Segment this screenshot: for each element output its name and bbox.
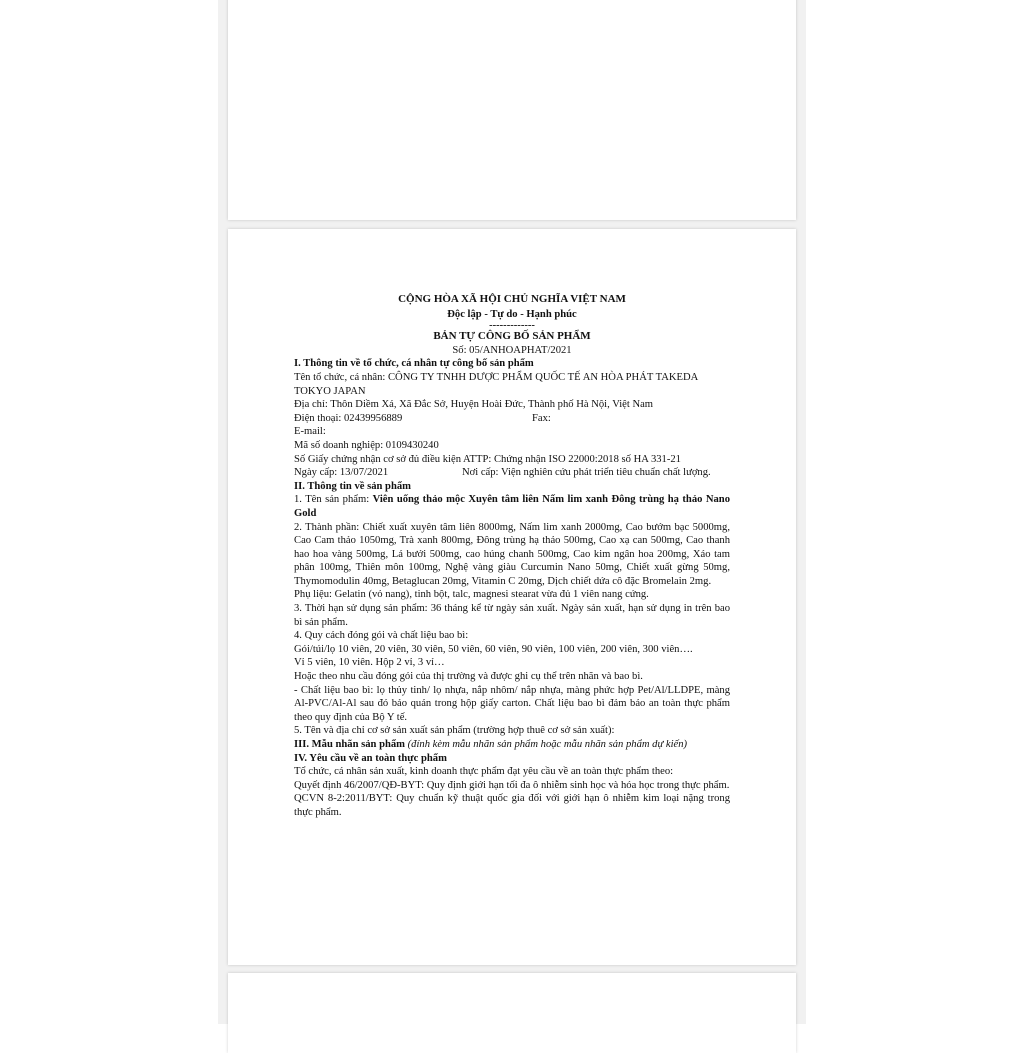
separator: ------------- bbox=[489, 320, 535, 332]
issue-date: Ngày cấp: 13/07/2021 bbox=[294, 467, 389, 479]
packaging-line-1: Gói/túi/lọ 10 viên, 20 viên, 30 viên, 50 viên, 60 viên, 90 viên, 100 viên, 200 viên, 300 viên…. bbox=[294, 643, 693, 655]
packaging-heading: 4. Quy cách đóng gói và chất liệu bao bì: bbox=[294, 630, 469, 642]
packaging-line-2: Vỉ 5 viên, 10 viên. Hộp 2 vỉ, 3 vỉ… bbox=[294, 657, 445, 669]
safety-intro: Tổ chức, cá nhân sản xuất, kinh doanh thực phẩm đạt yêu cầu về an toàn thực phẩm theo: bbox=[294, 766, 674, 778]
issue-place: Nơi cấp: Viện nghiên cứu phát triển tiêu chuẩn chất lượng. bbox=[462, 467, 711, 479]
shelf-life: 3. Thời hạn sử dụng sản phẩm: 36 tháng kể từ ngày sản xuất. Ngày sản xuất, hạn sử dụng in trên bao bì sản phẩm. bbox=[294, 603, 730, 628]
org-name: Tên tổ chức, cá nhân: CÔNG TY TNHH DƯỢC PHẨM QUỐC TẾ AN HÒA PHÁT TAKEDA TOKYO JAPAN bbox=[294, 371, 698, 397]
motto: Độc lập - Tự do - Hạnh phúc bbox=[447, 308, 577, 320]
packaging-material: - Chất liệu bao bì: lọ thủy tinh/ lọ nhựa, nắp nhôm/ nắp nhựa, màng phức hợp Pet/Al/LLDPE, màng Al-PVC/Al-Al sau đó bảo quản trong hộp giấy carton. Chất liệu bao bì đảm bảo an toàn thực phẩm theo quy định của Bộ Y tế. bbox=[294, 684, 730, 723]
issue-row bbox=[294, 466, 730, 480]
section-3-note: (đính kèm mẫu nhãn sản phẩm hoặc mẫu nhãn sản phẩm dự kiến) bbox=[405, 739, 688, 750]
previous-page bbox=[228, 0, 796, 220]
section-2-heading: II. Thông tin về sản phẩm bbox=[294, 480, 411, 492]
section-3 bbox=[294, 738, 730, 752]
phone: Điện thoại: 02439956889 bbox=[294, 412, 403, 424]
excipients: Phụ liệu: Gelatin (vỏ nang), tinh bột, talc, magnesi stearat vừa đủ 1 viên nang cứng. bbox=[294, 589, 649, 601]
nation-heading: CỘNG HÒA XÃ HỘI CHỦ NGHĨA VIỆT NAM bbox=[398, 293, 626, 305]
phone-fax-row bbox=[294, 412, 730, 426]
org-address: Địa chỉ: Thôn Diềm Xá, Xã Đắc Sở, Huyện Hoài Đức, Thành phố Hà Nội, Việt Nam bbox=[294, 399, 654, 411]
next-page bbox=[228, 973, 796, 1053]
product-name bbox=[294, 493, 730, 520]
document-number: Số: 05/ANHOAPHAT/2021 bbox=[452, 344, 572, 356]
regulation-1: Quyết định 46/2007/QĐ-BYT: Quy định giới hạn tối đa ô nhiễm sinh học và hóa học trong thực phẩm. bbox=[294, 779, 730, 791]
regulation-2: QCVN 8-2:2011/BYT: Quy chuẩn kỹ thuật quốc gia đối với giới hạn ô nhiễm kim loại nặng trong thực phẩm. bbox=[294, 793, 730, 818]
product-name-value: Viên uống thảo mộc Xuyên tâm liên Nấm lim xanh Đông trùng hạ thảo Nano Gold bbox=[294, 494, 730, 519]
section-4-heading: IV. Yêu cầu về an toàn thực phẩm bbox=[294, 752, 447, 764]
email: E-mail: bbox=[294, 426, 326, 438]
document-body bbox=[294, 293, 730, 820]
section-3-heading: III. Mẫu nhãn sản phẩm bbox=[294, 739, 405, 750]
certificate: Số Giấy chứng nhận cơ sở đủ điều kiện ATTP: Chứng nhận ISO 22000:2018 số HA 331-21 bbox=[294, 453, 681, 465]
business-code: Mã số doanh nghiệp: 0109430240 bbox=[294, 439, 439, 451]
fax: Fax: bbox=[532, 412, 551, 424]
manufacturer: 5. Tên và địa chỉ cơ sở sản xuất sản phẩm (trường hợp thuê cơ sở sản xuất): bbox=[294, 725, 615, 737]
section-1-heading: I. Thông tin về tổ chức, cá nhân tự công bố sản phẩm bbox=[294, 358, 534, 370]
product-name-label: 1. Tên sản phẩm: bbox=[294, 494, 373, 506]
document-title: BẢN TỰ CÔNG BỐ SẢN PHẨM bbox=[433, 330, 591, 343]
ingredients: 2. Thành phần: Chiết xuất xuyên tâm liên 8000mg, Nấm lim xanh 2000mg, Cao bướm bạc 5000mg, Cao Cam thảo 1050mg, Trà xanh 800mg, Đông trùng hạ thảo 500mg, Cao xạ can 500mg, Cao thanh hao hoa vàng 500mg, Lá bưởi 500mg, cao húng chanh 500mg, Cao kim ngân hoa 200mg, Xáo tam phân 100mg, Thiên môn 100mg, Nghệ vàng giàu Curcumin Nano 50mg, Chiết xuất gừng 50mg, Thymomodulin 40mg, Betaglucan 20mg, Vitamin C 20mg, Dịch chiết dứa cô đặc Bromelain 2mg. bbox=[294, 521, 730, 587]
packaging-line-3: Hoặc theo nhu cầu đóng gói của thị trường và được ghi cụ thể trên nhãn và bao bì. bbox=[294, 671, 643, 683]
current-page bbox=[228, 229, 796, 965]
